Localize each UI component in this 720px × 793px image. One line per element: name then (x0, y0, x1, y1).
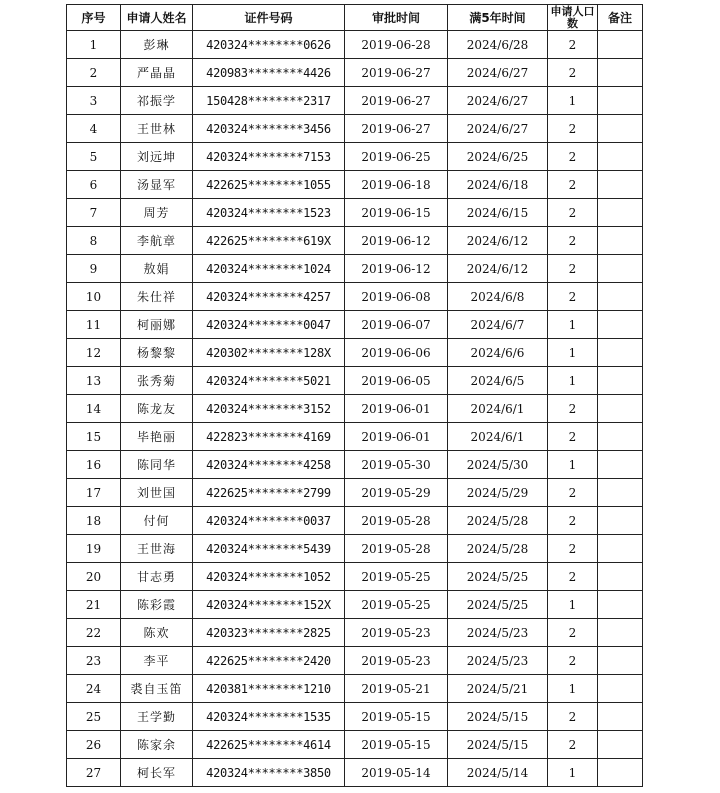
table-row (67, 563, 643, 591)
table-row (67, 115, 643, 143)
cell-household-size: 1 (548, 339, 598, 367)
cell-household-size: 1 (548, 591, 598, 619)
cell-remarks (598, 339, 643, 367)
cell-five-year-date: 2024/6/8 (448, 283, 548, 311)
cell-name: 刘远坤 (121, 143, 193, 171)
cell-name: 李平 (121, 647, 193, 675)
table-row (67, 171, 643, 199)
cell-seq: 15 (67, 423, 121, 451)
cell-id-number: 422625********2420 (193, 647, 345, 675)
cell-id-number: 420324********0037 (193, 507, 345, 535)
cell-approval-date: 2019-05-25 (345, 591, 448, 619)
table-row (67, 703, 643, 731)
cell-seq: 4 (67, 115, 121, 143)
cell-name: 王世林 (121, 115, 193, 143)
cell-id-number: 420302********128X (193, 339, 345, 367)
cell-seq: 9 (67, 255, 121, 283)
cell-remarks (598, 507, 643, 535)
cell-five-year-date: 2024/6/12 (448, 227, 548, 255)
cell-five-year-date: 2024/6/1 (448, 423, 548, 451)
cell-household-size: 2 (548, 647, 598, 675)
cell-household-size: 2 (548, 423, 598, 451)
cell-five-year-date: 2024/5/23 (448, 619, 548, 647)
cell-household-size: 2 (548, 731, 598, 759)
table-row (67, 423, 643, 451)
cell-approval-date: 2019-05-25 (345, 563, 448, 591)
cell-name: 柯长军 (121, 759, 193, 787)
cell-seq: 17 (67, 479, 121, 507)
cell-approval-date: 2019-06-18 (345, 171, 448, 199)
cell-name: 刘世国 (121, 479, 193, 507)
table-row (67, 731, 643, 759)
cell-id-number: 420324********1523 (193, 199, 345, 227)
cell-five-year-date: 2024/6/6 (448, 339, 548, 367)
table-header-row (67, 5, 643, 31)
cell-five-year-date: 2024/6/15 (448, 199, 548, 227)
cell-seq: 25 (67, 703, 121, 731)
cell-remarks (598, 563, 643, 591)
cell-household-size: 1 (548, 759, 598, 787)
cell-remarks (598, 311, 643, 339)
cell-seq: 22 (67, 619, 121, 647)
cell-five-year-date: 2024/5/30 (448, 451, 548, 479)
cell-name: 敖娟 (121, 255, 193, 283)
cell-approval-date: 2019-05-15 (345, 731, 448, 759)
cell-five-year-date: 2024/6/7 (448, 311, 548, 339)
cell-id-number: 420324********0626 (193, 31, 345, 59)
cell-remarks (598, 675, 643, 703)
cell-household-size: 2 (548, 143, 598, 171)
cell-seq: 14 (67, 395, 121, 423)
cell-seq: 27 (67, 759, 121, 787)
cell-seq: 12 (67, 339, 121, 367)
cell-approval-date: 2019-05-15 (345, 703, 448, 731)
cell-id-number: 420324********1052 (193, 563, 345, 591)
cell-name: 张秀菊 (121, 367, 193, 395)
cell-household-size: 1 (548, 87, 598, 115)
cell-remarks (598, 199, 643, 227)
cell-five-year-date: 2024/6/27 (448, 115, 548, 143)
cell-household-size: 2 (548, 171, 598, 199)
cell-household-size: 1 (548, 311, 598, 339)
cell-name: 付何 (121, 507, 193, 535)
cell-seq: 2 (67, 59, 121, 87)
header-seq: 序号 (67, 5, 121, 31)
cell-household-size: 2 (548, 283, 598, 311)
table-row (67, 507, 643, 535)
cell-household-size: 2 (548, 227, 598, 255)
cell-id-number: 420324********3152 (193, 395, 345, 423)
cell-five-year-date: 2024/6/28 (448, 31, 548, 59)
cell-approval-date: 2019-06-27 (345, 87, 448, 115)
table-row (67, 59, 643, 87)
table-row (67, 87, 643, 115)
table-row (67, 451, 643, 479)
cell-seq: 3 (67, 87, 121, 115)
cell-remarks (598, 59, 643, 87)
cell-remarks (598, 31, 643, 59)
cell-name: 李航章 (121, 227, 193, 255)
table-row (67, 591, 643, 619)
cell-id-number: 420323********2825 (193, 619, 345, 647)
table-row (67, 647, 643, 675)
table-row (67, 283, 643, 311)
cell-approval-date: 2019-06-25 (345, 143, 448, 171)
cell-seq: 6 (67, 171, 121, 199)
cell-remarks (598, 115, 643, 143)
header-id-number: 证件号码 (193, 5, 345, 31)
cell-five-year-date: 2024/5/25 (448, 563, 548, 591)
cell-approval-date: 2019-06-12 (345, 255, 448, 283)
cell-five-year-date: 2024/6/12 (448, 255, 548, 283)
cell-approval-date: 2019-05-29 (345, 479, 448, 507)
cell-id-number: 150428********2317 (193, 87, 345, 115)
cell-seq: 13 (67, 367, 121, 395)
cell-id-number: 422625********619X (193, 227, 345, 255)
cell-household-size: 2 (548, 395, 598, 423)
cell-id-number: 420324********3850 (193, 759, 345, 787)
cell-name: 陈家余 (121, 731, 193, 759)
cell-name: 陈龙友 (121, 395, 193, 423)
cell-household-size: 2 (548, 507, 598, 535)
table-row (67, 675, 643, 703)
cell-remarks (598, 227, 643, 255)
cell-name: 裘自玉笛 (121, 675, 193, 703)
cell-approval-date: 2019-06-28 (345, 31, 448, 59)
cell-remarks (598, 423, 643, 451)
cell-five-year-date: 2024/6/27 (448, 59, 548, 87)
cell-id-number: 420324********4258 (193, 451, 345, 479)
cell-seq: 1 (67, 31, 121, 59)
cell-seq: 10 (67, 283, 121, 311)
cell-five-year-date: 2024/6/25 (448, 143, 548, 171)
cell-household-size: 1 (548, 451, 598, 479)
cell-id-number: 420324********1535 (193, 703, 345, 731)
cell-seq: 20 (67, 563, 121, 591)
cell-approval-date: 2019-06-27 (345, 115, 448, 143)
table-row (67, 311, 643, 339)
cell-name: 祁振学 (121, 87, 193, 115)
cell-household-size: 2 (548, 59, 598, 87)
cell-five-year-date: 2024/5/15 (448, 703, 548, 731)
table-row (67, 255, 643, 283)
cell-remarks (598, 703, 643, 731)
cell-approval-date: 2019-05-14 (345, 759, 448, 787)
cell-approval-date: 2019-06-06 (345, 339, 448, 367)
cell-seq: 11 (67, 311, 121, 339)
header-name: 申请人姓名 (121, 5, 193, 31)
cell-household-size: 2 (548, 619, 598, 647)
cell-five-year-date: 2024/5/23 (448, 647, 548, 675)
cell-five-year-date: 2024/6/18 (448, 171, 548, 199)
cell-remarks (598, 591, 643, 619)
cell-id-number: 420324********3456 (193, 115, 345, 143)
cell-remarks (598, 171, 643, 199)
cell-seq: 19 (67, 535, 121, 563)
cell-five-year-date: 2024/5/28 (448, 535, 548, 563)
cell-remarks (598, 479, 643, 507)
cell-name: 汤显军 (121, 171, 193, 199)
cell-household-size: 2 (548, 479, 598, 507)
table-row (67, 395, 643, 423)
cell-id-number: 420324********152X (193, 591, 345, 619)
cell-household-size: 2 (548, 31, 598, 59)
table-row (67, 339, 643, 367)
cell-five-year-date: 2024/5/25 (448, 591, 548, 619)
cell-household-size: 1 (548, 675, 598, 703)
applicant-table (66, 4, 643, 787)
table-row (67, 199, 643, 227)
cell-seq: 21 (67, 591, 121, 619)
cell-name: 周芳 (121, 199, 193, 227)
table-row (67, 535, 643, 563)
cell-approval-date: 2019-05-30 (345, 451, 448, 479)
cell-approval-date: 2019-06-01 (345, 395, 448, 423)
cell-id-number: 420324********1024 (193, 255, 345, 283)
cell-remarks (598, 619, 643, 647)
table-body (67, 31, 643, 787)
cell-name: 陈欢 (121, 619, 193, 647)
cell-approval-date: 2019-05-28 (345, 535, 448, 563)
cell-household-size: 2 (548, 535, 598, 563)
cell-id-number: 422625********1055 (193, 171, 345, 199)
cell-five-year-date: 2024/5/29 (448, 479, 548, 507)
cell-five-year-date: 2024/6/27 (448, 87, 548, 115)
cell-household-size: 2 (548, 115, 598, 143)
cell-seq: 16 (67, 451, 121, 479)
cell-seq: 5 (67, 143, 121, 171)
cell-seq: 8 (67, 227, 121, 255)
cell-remarks (598, 143, 643, 171)
header-five-year-date: 满5年时间 (448, 5, 548, 31)
cell-household-size: 2 (548, 255, 598, 283)
cell-approval-date: 2019-05-28 (345, 507, 448, 535)
cell-id-number: 420381********1210 (193, 675, 345, 703)
cell-seq: 23 (67, 647, 121, 675)
cell-name: 陈同华 (121, 451, 193, 479)
cell-approval-date: 2019-06-27 (345, 59, 448, 87)
cell-remarks (598, 451, 643, 479)
cell-id-number: 420324********5021 (193, 367, 345, 395)
cell-name: 彭琳 (121, 31, 193, 59)
cell-remarks (598, 367, 643, 395)
cell-approval-date: 2019-06-08 (345, 283, 448, 311)
table-row (67, 143, 643, 171)
cell-name: 杨黎黎 (121, 339, 193, 367)
cell-household-size: 2 (548, 199, 598, 227)
cell-five-year-date: 2024/5/15 (448, 731, 548, 759)
cell-household-size: 1 (548, 367, 598, 395)
cell-seq: 26 (67, 731, 121, 759)
cell-name: 甘志勇 (121, 563, 193, 591)
table-row (67, 619, 643, 647)
cell-name: 严晶晶 (121, 59, 193, 87)
cell-five-year-date: 2024/6/1 (448, 395, 548, 423)
cell-approval-date: 2019-06-15 (345, 199, 448, 227)
cell-remarks (598, 535, 643, 563)
cell-household-size: 2 (548, 563, 598, 591)
table-row (67, 31, 643, 59)
cell-id-number: 420983********4426 (193, 59, 345, 87)
cell-remarks (598, 647, 643, 675)
cell-approval-date: 2019-05-21 (345, 675, 448, 703)
cell-approval-date: 2019-06-01 (345, 423, 448, 451)
cell-household-size: 2 (548, 703, 598, 731)
cell-id-number: 420324********4257 (193, 283, 345, 311)
cell-approval-date: 2019-06-05 (345, 367, 448, 395)
header-household-size: 申请人口数 (548, 5, 598, 31)
header-remarks: 备注 (598, 5, 643, 31)
table-row (67, 759, 643, 787)
cell-five-year-date: 2024/5/21 (448, 675, 548, 703)
cell-id-number: 422625********2799 (193, 479, 345, 507)
cell-id-number: 420324********0047 (193, 311, 345, 339)
cell-name: 毕艳丽 (121, 423, 193, 451)
cell-five-year-date: 2024/5/28 (448, 507, 548, 535)
cell-remarks (598, 395, 643, 423)
cell-name: 王世海 (121, 535, 193, 563)
cell-seq: 18 (67, 507, 121, 535)
cell-name: 柯丽娜 (121, 311, 193, 339)
cell-five-year-date: 2024/5/14 (448, 759, 548, 787)
cell-remarks (598, 87, 643, 115)
cell-id-number: 422625********4614 (193, 731, 345, 759)
cell-name: 陈彩霞 (121, 591, 193, 619)
cell-name: 朱仕祥 (121, 283, 193, 311)
cell-approval-date: 2019-05-23 (345, 619, 448, 647)
cell-remarks (598, 255, 643, 283)
header-approval-date: 审批时间 (345, 5, 448, 31)
cell-approval-date: 2019-06-07 (345, 311, 448, 339)
cell-remarks (598, 283, 643, 311)
cell-approval-date: 2019-06-12 (345, 227, 448, 255)
cell-remarks (598, 759, 643, 787)
table-row (67, 367, 643, 395)
cell-seq: 7 (67, 199, 121, 227)
cell-id-number: 420324********5439 (193, 535, 345, 563)
cell-id-number: 422823********4169 (193, 423, 345, 451)
table-row (67, 227, 643, 255)
cell-five-year-date: 2024/6/5 (448, 367, 548, 395)
table-row (67, 479, 643, 507)
cell-name: 王学勤 (121, 703, 193, 731)
cell-id-number: 420324********7153 (193, 143, 345, 171)
document-sheet (66, 4, 642, 787)
cell-remarks (598, 731, 643, 759)
cell-approval-date: 2019-05-23 (345, 647, 448, 675)
cell-seq: 24 (67, 675, 121, 703)
